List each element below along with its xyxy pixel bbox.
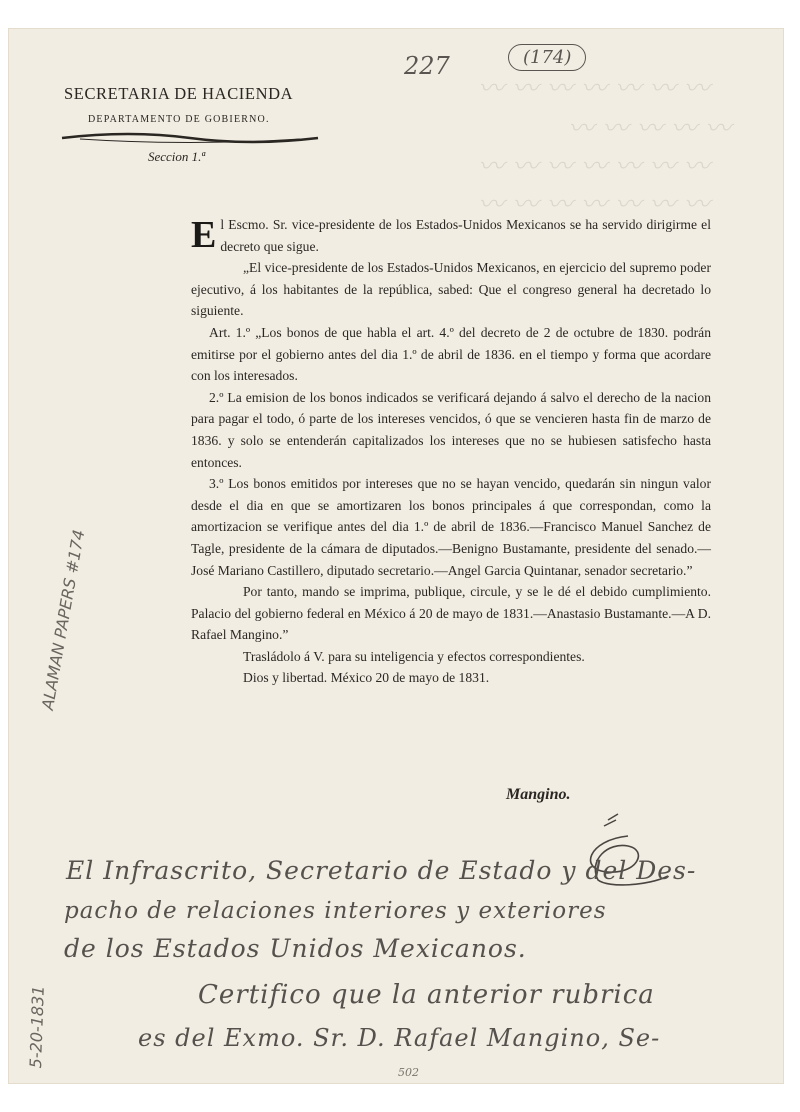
margin-note-collection: ALAMAN PAPERS #174 — [38, 528, 89, 712]
bleed-through-text: 〰 〰 〰 〰 〰 — [568, 114, 732, 144]
paragraph-article-3: 3.º Los bonos emitidos por intereses que no se hayan vencido, quedarán sin ningun valor desde el dia en que se amortizaren los bonos principales á que correspondan, como la amortizacion se verifique antes del dia 1.º de abril de 1836.—Francisco Manuel Sanchez de Tagle, presidente de la cámara de diputados.—Benigno Bustamante, presidente del senado.—José Mariano Castillero, diputado secretario.—Angel Garcia Quintanar, senador secretario.” — [191, 476, 711, 578]
bleed-through-text: 〰 〰 〰 〰 〰 〰 〰 — [478, 190, 710, 220]
header-section: Seccion 1.ª — [148, 149, 206, 164]
signer-name: Mangino. — [506, 786, 571, 803]
handwritten-line: El Infrascrito, Secretario de Estado y del Des- — [66, 856, 697, 885]
paragraph-closing: Dios y libertad. México 20 de mayo de 1831. — [243, 670, 490, 686]
header-title: SECRETARIA DE HACIENDA — [64, 84, 294, 103]
paragraph: Trasládolo á V. para su inteligencia y efectos correspondientes. — [243, 648, 585, 664]
handwritten-line: de los Estados Unidos Mexicanos. — [64, 934, 527, 963]
reference-number: 227 — [404, 52, 450, 80]
paragraph: Por tanto, mando se imprima, publique, circule, y se le dé el debido cumplimiento. Palacio del gobierno federal en México á 20 de mayo de 1831.—Anastasio Bustamante.—A D. Rafael Mangino.” — [191, 584, 711, 643]
margin-note-date: 5-20-1831 — [26, 985, 48, 1069]
flourish-divider — [60, 128, 320, 148]
handwritten-line: pacho de relaciones interiores y exteriores — [64, 898, 607, 924]
handwritten-line: es del Exmo. Sr. D. Rafael Mangino, Se- — [138, 1024, 661, 1052]
page-number: 502 — [398, 1066, 419, 1079]
paragraph: „El vice-presidente de los Estados-Unidos Mexicanos, en ejercicio del supremo poder ejecutivo, á los habitantes de la república, sabed: Que el congreso general ha decretado lo siguiente. — [191, 260, 711, 319]
document-page — [8, 28, 784, 1084]
handwritten-line: Certifico que la anterior rubrica — [198, 980, 655, 1010]
bleed-through-text: 〰 〰 〰 〰 〰 〰 〰 — [478, 74, 710, 104]
paragraph-article-2: 2.º La emision de los bonos indicados se verificará dejando á salvo el derecho de la nacion para pagar el todo, ó parte de los intereses vencidos, ó que se vencieren hasta fin de marzo de 1836. y solo se entenderán capitalizados los intereses que no se hubiesen satisfecho hasta entonces. — [191, 389, 711, 470]
bleed-through-text: 〰 〰 〰 〰 〰 〰 〰 — [478, 152, 710, 182]
drop-cap: E — [191, 214, 217, 256]
reference-parenthetical: (174) — [508, 44, 586, 71]
paragraph-intro: El Escmo. Sr. vice-presidente de los Estados-Unidos Mexicanos se ha servido dirigirme el decreto que sigue. — [191, 214, 711, 256]
decree-body — [191, 214, 711, 689]
paragraph-article-1: Art. 1.º „Los bonos de que habla el art. 4.º del decreto de 2 de octubre de 1830. podrán emitirse por el gobierno antes del dia 1.º de abril de 1836. en el tiempo y forma que acordare con los interesados. — [191, 324, 711, 384]
header-department: DEPARTAMENTO DE GOBIERNO. — [88, 114, 270, 125]
